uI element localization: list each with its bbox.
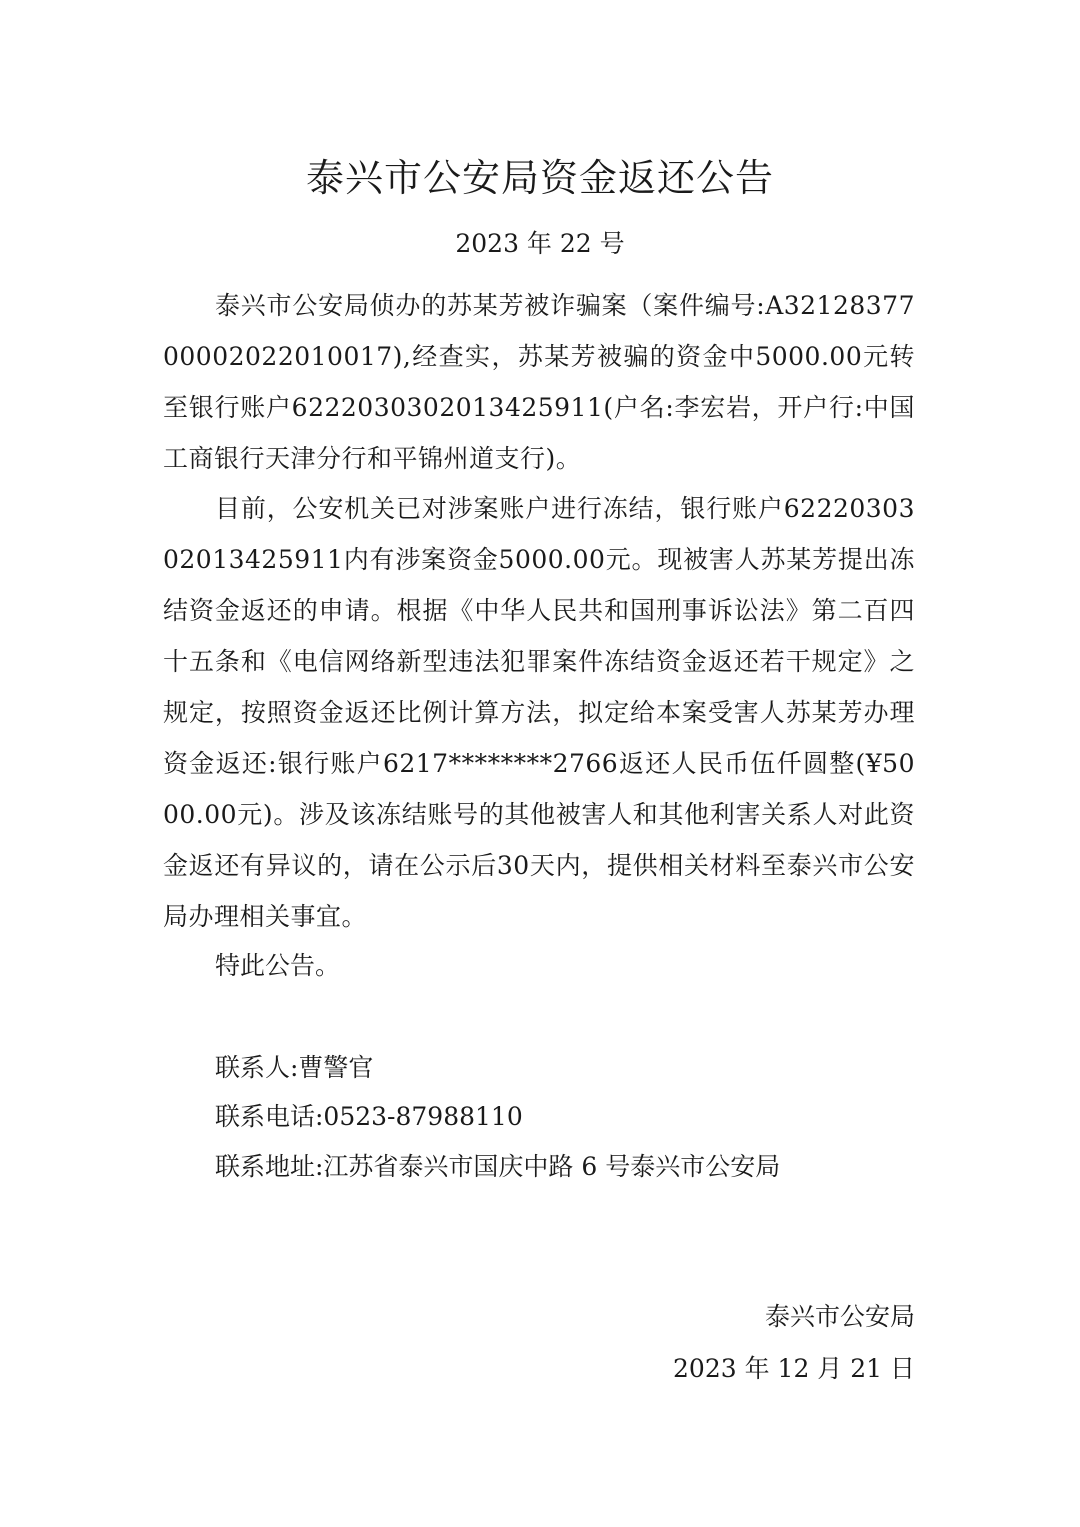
closing-statement: 特此公告。 <box>215 951 341 980</box>
contact-phone: 联系电话:0523-87988110 <box>215 1102 523 1131</box>
contact-person: 联系人:曹警官 <box>215 1053 374 1082</box>
issuing-organization: 泰兴市公安局 <box>764 1302 915 1331</box>
paragraph-case-details: 泰兴市公安局侦办的苏某芳被诈骗案（案件编号:A3212837700002022010017),经查实，苏某芳被骗的资金中5000.00元转至银行账户6222030302013425911(户名:李宏岩，开户行:中国工商银行天津分行和平锦州道支行)。 <box>163 291 915 473</box>
document-number: 2023 年 22 号 <box>455 229 625 258</box>
contact-address: 联系地址:江苏省泰兴市国庆中路 6 号泰兴市公安局 <box>215 1152 781 1181</box>
notice-title: 泰兴市公安局资金返还公告 <box>305 156 774 200</box>
issue-date: 2023 年 12 月 21 日 <box>673 1354 915 1383</box>
paragraph-refund-notice: 目前，公安机关已对涉案账户进行冻结，银行账户6222030302013425911内有涉案资金5000.00元。现被害人苏某芳提出冻结资金返还的申请。根据《中华人民共和国刑事诉讼法》第二百四十五条和《电信网络新型违法犯罪案件冻结资金返还若干规定》之规定，按照资金返还比例计算方法，拟定给本案受害人苏某芳办理资金返还:银行账户6217********2766返还人民币伍仟圆整(¥5000.00元)。涉及该冻结账号的其他被害人和其他利害关系人对此资金返还有异议的，请在公示后30天内，提供相关材料至泰兴市公安局办理相关事宜。 <box>163 494 915 931</box>
